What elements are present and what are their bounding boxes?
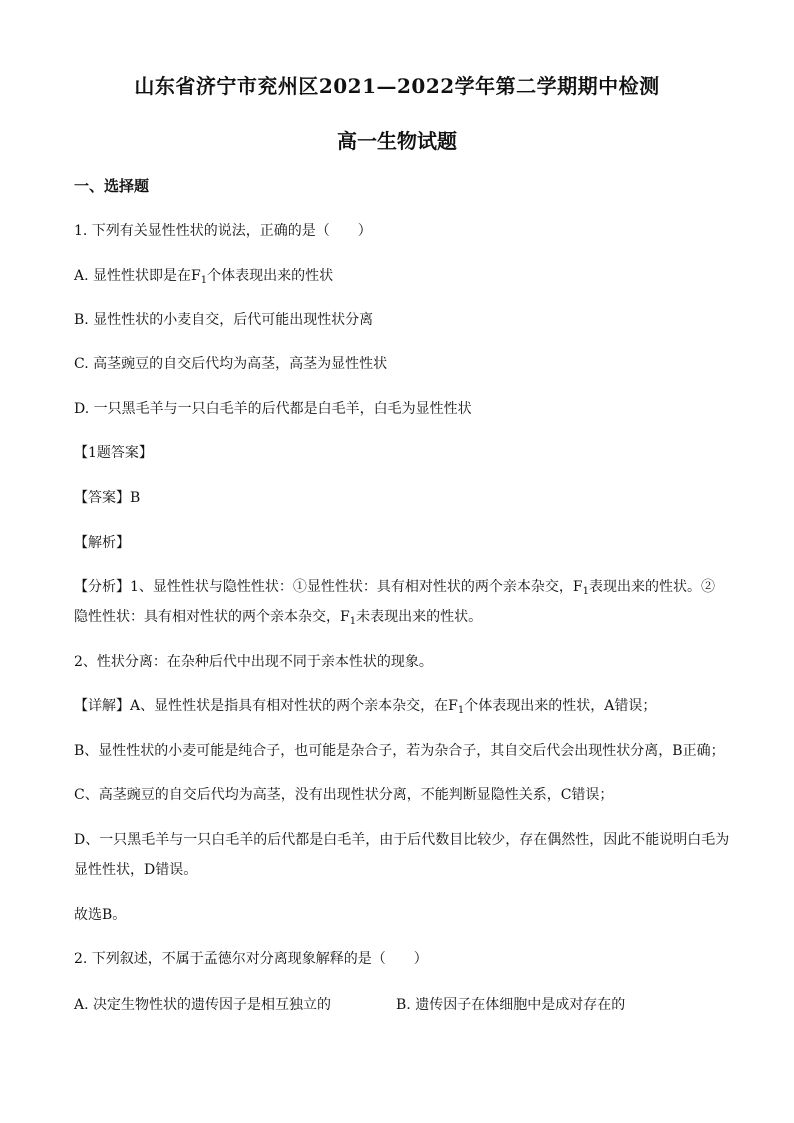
- analysis-text: 隐性性状：具有相对性状的两个亲本杂交，F: [74, 609, 350, 625]
- question-1-option-b: B. 显性性状的小麦自交，后代可能出现性状分离: [74, 312, 374, 328]
- question-2-stem: 2. 下列叙述，不属于孟德尔对分离现象解释的是（ ）: [74, 951, 428, 967]
- subscript: 1: [457, 705, 465, 716]
- subscript: 1: [349, 616, 357, 627]
- detail-line-c: C、高茎豌豆的自交后代均为高茎，没有出现性状分离，不能判断显隐性关系，C错误；: [74, 787, 614, 803]
- document-title: 山东省济宁市兖州区2021—2022学年第二学期期中检测: [134, 74, 660, 98]
- detail-text-rest: 个体表现出来的性状，A错误；: [464, 698, 657, 714]
- answer-line: 【答案】B: [74, 490, 141, 506]
- analysis-text-rest: 未表现出来的性状。: [356, 609, 483, 625]
- detail-line-d2: 显性性状，D错误。: [74, 862, 198, 878]
- conclusion-line: 故选B。: [74, 907, 127, 923]
- question-1-option-d: D. 一只黑毛羊与一只白毛羊的后代都是白毛羊，白毛为显性性状: [74, 401, 472, 417]
- analysis-text-rest: 表现出来的性状。②: [589, 579, 715, 595]
- document-subtitle: 高一生物试题: [337, 129, 457, 153]
- detail-line-d1: D、一只黑毛羊与一只白毛羊的后代都是白毛羊，由于后代数目比较少，存在偶然性，因此不能说明白毛为: [74, 832, 730, 848]
- detail-line-b: B、显性性状的小麦可能是纯合子，也可能是杂合子，若为杂合子，其自交后代会出现性状分离，B正确；: [74, 743, 725, 759]
- analysis-line-3: 2、性状分离：在杂种后代中出现不同于亲本性状的现象。: [74, 654, 433, 670]
- section-heading: 一、选择题: [74, 177, 150, 195]
- option-a-text-rest: 个体表现出来的性状: [207, 268, 334, 284]
- analysis-text: 【分析】1、显性性状与隐性性状：①显性性状：具有相对性状的两个亲本杂交，F: [74, 579, 583, 595]
- subscript: 1: [200, 275, 208, 286]
- question-1-stem: 1. 下列有关显性性状的说法，正确的是（ ）: [74, 223, 372, 239]
- analysis-header: 【解析】: [74, 535, 130, 551]
- detail-text: 【详解】A、显性性状是指具有相对性状的两个亲本杂交，在F: [74, 698, 458, 714]
- answer-header: 【1题答案】: [74, 445, 153, 461]
- question-1-option-c: C. 高茎豌豆的自交后代均为高茎，高茎为显性性状: [74, 356, 388, 372]
- detail-line-a: [74, 696, 734, 716]
- question-2-option-a: A. 决定生物性状的遗传因子是相互独立的: [74, 997, 332, 1013]
- analysis-line-2: [74, 607, 734, 627]
- analysis-line-1: [74, 577, 734, 597]
- question-1-option-a: [74, 266, 734, 286]
- question-2-option-b: B. 遗传因子在体细胞中是成对存在的: [396, 997, 626, 1013]
- subscript: 1: [582, 586, 589, 597]
- option-a-text: A. 显性性状即是在F: [74, 268, 201, 284]
